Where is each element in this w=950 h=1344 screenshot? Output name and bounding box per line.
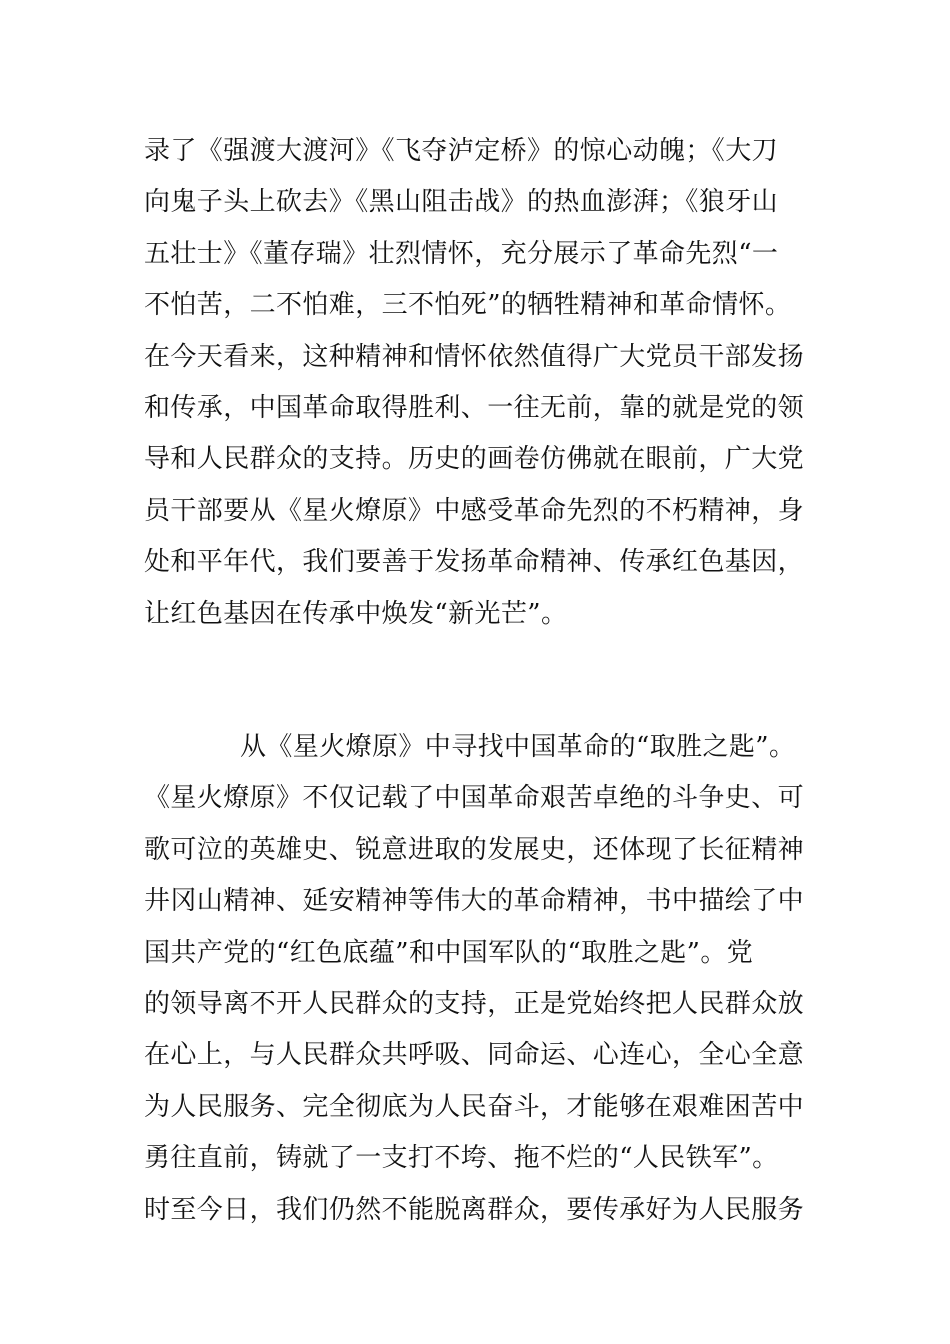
paragraph-2-heading-line: 从《星火燎原》中寻找中国革命的“取胜之匙”。 <box>240 732 796 762</box>
paragraph-2-line: 在心上，与人民群众共呼吸、同命运、心连心，全心全意 <box>144 1040 805 1071</box>
paragraph-1-line: 五壮士》《董存瑞》壮烈情怀，充分展示了革命先烈“一 <box>144 238 779 269</box>
paragraph-1-line: 向鬼子头上砍去》《黑山阻击战》的热血澎湃；《狼牙山 <box>144 187 779 218</box>
paragraph-1-line: 和传承，中国革命取得胜利、一往无前，靠的就是党的领 <box>144 392 805 423</box>
paragraph-2-line: 井冈山精神、延安精神等伟大的革命精神，书中描绘了中 <box>144 886 805 917</box>
paragraph-1-line: 处和平年代，我们要善于发扬革命精神、传承红色基因， <box>144 547 805 578</box>
paragraph-2-line: 为人民服务、完全彻底为人民奋斗，才能够在艰难困苦中 <box>144 1091 805 1122</box>
paragraph-2 <box>144 722 816 1236</box>
paragraph-1-line: 录了《强渡大渡河》《飞夺泸定桥》的惊心动魄；《大刀 <box>144 136 779 166</box>
paragraph-2-line: 歌可泣的英雄史、锐意进取的发展史，还体现了长征精神 <box>144 834 805 865</box>
paragraph-2-line: 的领导离不开人民群众的支持，正是党始终把人民群众放 <box>144 988 805 1019</box>
paragraph-1-line: 不怕苦，二不怕难，三不怕死”的牺牲精神和革命情怀。 <box>144 290 792 321</box>
paragraph-1-line: 员干部要从《星火燎原》中感受革命先烈的不朽精神，身 <box>144 495 805 526</box>
paragraph-2-line: 勇往直前，铸就了一支打不垮、拖不烂的“人民铁军”。 <box>144 1143 779 1174</box>
paragraph-2-line: 国共产党的“红色底蕴”和中国军队的“取胜之匙”。党 <box>144 937 754 968</box>
paragraph-1-line: 导和人民群众的支持。历史的画卷仿佛就在眼前，广大党 <box>144 444 805 475</box>
paragraph-1-line: 让红色基因在传承中焕发“新光芒”。 <box>144 598 568 629</box>
paragraph-2-line: 《星火燎原》不仅记载了中国革命艰苦卓绝的斗争史、可 <box>144 783 805 814</box>
paragraph-1-line: 在今天看来，这种精神和情怀依然值得广大党员干部发扬 <box>144 341 805 372</box>
paragraph-2-line: 时至今日，我们仍然不能脱离群众，要传承好为人民服务 <box>144 1194 805 1225</box>
paragraph-1 <box>144 126 816 640</box>
